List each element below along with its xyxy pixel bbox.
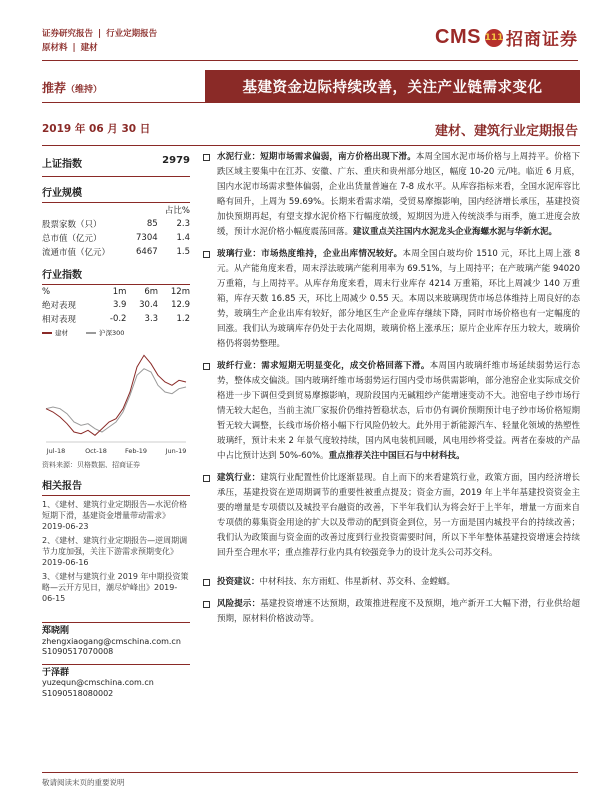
x-tick-label: Oct-18 <box>85 447 107 455</box>
report-type: 证券研究报告 <box>42 29 94 39</box>
index-row <box>42 150 190 177</box>
report-subtitle: 建材、建筑行业定期报告 <box>434 124 578 139</box>
legend-label: 建材 <box>55 329 68 337</box>
paragraph-text: 本周全国白玻均价 1510 元，环比上周上涨 8 元。从产能角度来看，周末浮法玻璃产能利用率为 69.51%，与上周持平；在产玻璃产能 94020 万重箱，与上周持平。从库存角度来看，周末行业库存 4214 万重箱，环比上周减少 140 万重箱，库存天数 16.85 天，环比上周减少 0.55 天。本周以来玻璃现货市场总体维持上周良好的态势，玻璃生产企业出库有较好，部分地区生产企业库存继续下降，同时市场价格也有一定幅度的回涨。我们认为玻璃库存仍处于去化周期，玻璃价格上涨承压；原片企业库存压力较大，玻璃价格仍将弱势整理。 <box>217 249 580 349</box>
paragraph-risk <box>202 597 580 627</box>
paragraph-lead: 投资建议： <box>217 577 260 587</box>
rating-main: 推荐 <box>42 81 67 95</box>
table-row <box>42 217 190 231</box>
paragraph-glass <box>202 247 580 352</box>
paragraph-lead: 水泥行业：短期市场需求偏弱，南方价格出现下滑。 <box>217 152 416 162</box>
analyst-license: S1090518080002 <box>42 688 114 698</box>
related-report[interactable]: 2、《建材、建筑行业定期报告—逆周期调节力度加强，关注下游需求预期变化》2019-06-16 <box>42 536 188 567</box>
paragraph-tail: 建议重点关注国内水泥龙头企业海螺水泥与华新水泥。 <box>353 227 558 237</box>
bullet-icon <box>203 251 210 258</box>
related-report[interactable]: 3、《建材与建筑行业 2019 年中期投资策略—云开方见日，潮尽炉峰出》2019-06-15 <box>42 572 189 603</box>
logo-cn: 招商证券 <box>506 30 578 50</box>
cell: 1.2 <box>176 314 190 324</box>
bullet-icon <box>203 363 210 370</box>
main-content <box>202 150 580 634</box>
cell: 12.9 <box>171 300 190 310</box>
paragraph-fiberglass <box>202 359 580 464</box>
paragraph-text: 基建投资增速不达预期，政策推进程度不及预期，地产新开工大幅下滑，行业供给超预期，原材料价格波动等。 <box>217 599 580 624</box>
x-tick-label: Jun-19 <box>165 447 187 455</box>
subsector-label: 建材 <box>80 43 98 53</box>
cell: 总市值（亿元） <box>42 234 102 244</box>
cms-logo <box>435 25 578 50</box>
legend-label: 沪深300 <box>99 329 125 337</box>
logo-latin: CMS <box>435 26 481 48</box>
divider <box>42 772 578 773</box>
cell: 流通市值（亿元） <box>42 248 111 258</box>
related-title: 相关报告 <box>42 477 190 496</box>
table-row <box>42 245 190 259</box>
series-line-1 <box>46 369 186 432</box>
analyst-block <box>42 620 190 699</box>
cell: 3.9 <box>112 300 127 310</box>
legend-item <box>86 328 124 337</box>
chart-legend <box>42 328 190 337</box>
cell: -0.2 <box>109 314 127 324</box>
cell: 12m <box>170 286 190 297</box>
cell: 3.3 <box>144 314 159 324</box>
table-header-row <box>42 285 190 298</box>
paragraph-text: 本周全国水泥市场价格与上周持平。价格下跌区域主要集中在江苏、安徽、广东、重庆和贵州部分地区，幅度 10-20 元/吨。临近 6 月底，国内水泥市场需求整体偏弱，企业出货量普遍在 7-8 成水平。从库容指标来看，全国水泥库容比略有回升，上周为 59.69%。长期来看需求端，受贸易摩擦影响，国内经济增长承压，基建投资加快预期再起，有望支撑水泥价格下行幅度放缓，短期因为进入传统淡季与雨季，施工进度会放缓，预计水泥价格小幅度震荡回落。 <box>217 152 580 237</box>
analyst-email[interactable]: zhengxiaogang@cmschina.com.cn <box>42 636 181 646</box>
bullet-icon <box>203 475 210 482</box>
divider <box>42 102 580 103</box>
paragraph-lead: 玻纤行业：需求短期无明显变化，成交价格回落下滑。 <box>217 361 430 371</box>
cell: 1.5 <box>176 247 190 257</box>
paragraph-lead: 风险提示： <box>217 599 261 609</box>
x-tick-label: Jul-18 <box>46 447 66 455</box>
header-meta: 证券研究报告 | 行业定期报告 原材料 | 建材 <box>42 29 158 53</box>
table-row <box>42 231 190 245</box>
cell: 1m <box>112 286 127 297</box>
report-category: 行业定期报告 <box>106 29 158 39</box>
performance-chart <box>42 338 190 456</box>
related-report[interactable]: 1、《建材、建筑行业定期报告—水泥价格短期下滑，基建资金增量带动需求》2019-06-23 <box>42 500 188 531</box>
cell: % <box>42 286 51 297</box>
paragraph-construction <box>202 471 580 561</box>
paragraph-lead: 玻璃行业：市场热度维持，企业出库情况较好。 <box>217 249 403 259</box>
cell: 7304 <box>136 233 158 243</box>
industry-index-table <box>42 285 190 326</box>
cell: 1.4 <box>176 233 190 243</box>
cell: 绝对表现 <box>42 301 77 311</box>
cell: 85 <box>146 219 158 229</box>
analyst-name: 于泽群 <box>42 664 190 679</box>
bullet-icon <box>203 154 210 161</box>
report-title: 基建资金边际持续改善，关注产业链需求变化 <box>205 70 580 102</box>
industry-scale-table <box>42 203 190 259</box>
rating <box>42 79 102 96</box>
analyst-email[interactable]: yuzequn@cmschina.com.cn <box>42 678 154 687</box>
cell: 6m <box>144 286 159 297</box>
industry-index-title: 行业指数 <box>42 266 190 285</box>
divider <box>42 145 580 146</box>
report-date: 2019 年 06 月 30 日 <box>42 123 151 135</box>
bullet-icon <box>203 601 210 608</box>
bullet-icon <box>203 579 210 586</box>
cell: 30.4 <box>139 300 159 310</box>
divider <box>42 60 578 61</box>
index-label: 上证指数 <box>42 159 82 170</box>
paragraph-recommendation <box>202 575 580 590</box>
source-note: 资料来源：贝格数据、招商证券 <box>42 461 140 469</box>
paragraph-text: 本周国内玻璃纤维市场延续弱势运行态势，整体成交偏淡。国内玻璃纤维市场弱势运行国内受市场供需影响，部分池窑企业实际成交价格进一步下调但受到贸易摩擦影响，现阶段国内无碱粗纱产能增速变动不大。池窑电子纱市场行情无较大起色，当前主流厂家报价仍维持暂稳状态，后市仍有调价预期预计电子纱市场价格短期暂无较大调整，长线市场价格小幅下行风险仍较大。此外用于新能源汽车、轻量化领域的热塑性玻璃纤，预计未来 2 年景气度较持续，国内风电装机回暖，风电用纱将受益。两者在泰坡的产品中占比预计达到 50%-60%。 <box>217 361 580 461</box>
cell: 相对表现 <box>42 315 77 325</box>
cell: 股票家数（只） <box>42 220 102 230</box>
legend-item <box>42 328 68 337</box>
rating-sub: （维持） <box>66 85 103 95</box>
paragraph-text: 中材科技、东方雨虹、伟星新材、苏交科、金螳螂。 <box>259 577 456 587</box>
cell: 6467 <box>136 247 158 257</box>
cell: 2.3 <box>176 219 190 229</box>
scale-col-header: 占比% <box>164 206 190 216</box>
footer-note: 敬请阅读末页的重要说明 <box>42 778 125 787</box>
sidebar <box>42 150 190 604</box>
table-row <box>42 312 190 326</box>
sector-label: 原材料 <box>42 43 68 53</box>
x-tick-label: Feb-19 <box>124 447 148 455</box>
analyst-name: 郑晓刚 <box>42 622 190 637</box>
paragraph-lead: 建筑行业： <box>217 473 261 483</box>
paragraph-cement <box>202 150 580 240</box>
table-row <box>42 298 190 312</box>
paragraph-text: 建筑行业配置性价比逐渐显现。自上而下的来看建筑行业，政策方面，国内经济增长承压，基建投资在逆周期调节的重要性被重点提及；资金方面，2019 年上半年基建投资资金主要的增量是专项债以及城投平台融资的改善，下半年我们认为将会好于上半年，增量一方面来自专项债的募集资金用途的扩大以及带动的配到资金到位，另一方面是国内城投平台的持续改善；我们认为政策面与资金面的改善过度到行业投资需要时间，所以下半年整体基建投资增速会持续回升至合理水平；重点推荐行业内具有较强竞争力的设计龙头公司苏交科。 <box>217 473 580 558</box>
series-line-0 <box>46 355 186 435</box>
logo-badge-icon: 111 <box>485 29 503 47</box>
paragraph-tail: 重点推荐关注中国巨石与中材科技。 <box>328 451 465 461</box>
analyst-license: S1090517070008 <box>42 647 114 656</box>
industry-scale-title: 行业规模 <box>42 184 190 203</box>
index-value: 2979 <box>162 155 190 166</box>
